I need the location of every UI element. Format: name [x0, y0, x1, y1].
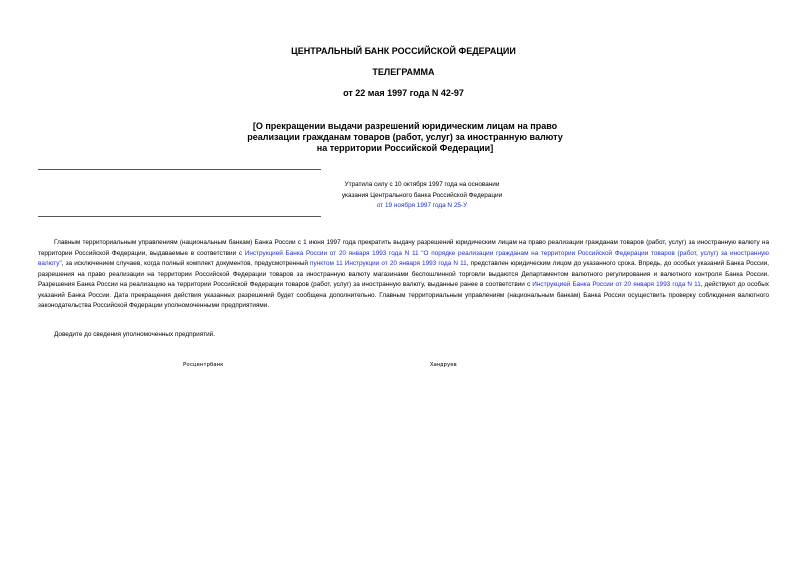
instruction-11-link-2[interactable]: Инструкцией Банка России от 20 января 1993 года N 11	[532, 281, 701, 288]
body-text-segment: , представлен юридическим лицом до указанного срока. Впредь, до особых указаний Банка России, разрешения на право реализации на территории Российской Федерации товаров за иностранную валюту магазинами беспошлинной торговли выдаются Департаментом валютного регулирования и валютного контроля Банка России. Разрешения Банка России на реализацию на территории Российской Федерации товаров (работ, услуг) за иностранную валюту, выданные ранее в соответствии с	[38, 260, 770, 288]
lost-force-note	[250, 180, 594, 212]
organization-heading: ЦЕНТРАЛЬНЫЙ БАНК РОССИЙСКОЙ ФЕДЕРАЦИИ	[291, 46, 516, 56]
lost-force-line: Утратила силу с 10 октября 1997 года на основании	[344, 181, 500, 188]
divider-top	[38, 169, 321, 170]
signature-name: Хандруев	[430, 362, 457, 368]
document-type-heading: ТЕЛЕГРАММА	[372, 67, 435, 77]
lost-force-line: указания Центрального банка Российской Федерации	[341, 191, 503, 199]
body-text-segment: , за исключением случаев, когда полный комплект документов, предусмотренный	[61, 260, 311, 267]
body-paragraph-closing: Доведите до сведения уполномоченных предприятий.	[54, 331, 216, 338]
document-title-line: реализации гражданам товаров (работ, услуг) за иностранную валюту	[247, 132, 563, 142]
body-text-segment: Главным территориальным управлениям (национальным банкам) Банка России с 1 июня 1997 года прекратить выдачу разрешений юридическим лицам на право реализации гражданам товаров (работ, услуг) за иностранную валюту на территории Российской Федерации, выдаваемые в соответствии с	[38, 239, 769, 257]
document-title-line: [О прекращении выдачи разрешений юридическим лицам на право	[252, 121, 558, 131]
instruction-11-link[interactable]: Инструкцией Банка России от 20 января 1993 года N 11 "О порядке реализации гражданам на территории Российской Федерации товаров (работ, услуг) за иностранную валюту"	[38, 249, 769, 267]
instruction-11-item-11-link[interactable]: пунктом 11 Инструкции от 20 января 1993 года N 11	[310, 260, 467, 267]
document-title-line: на территории Российской Федерации]	[316, 143, 494, 153]
divider-bottom	[38, 216, 321, 217]
body-paragraph-main	[38, 238, 769, 312]
body-text-segment: , действуют до особых указаний Банка России. Дата прекращения действия указанных разрешений будет сообщена дополнительно. Главным территориальным управлениям (национальным банкам) Банка России осуществить проверку соблюдения валютного законодательства Российской Федерации уполномоченными предприятиями.	[38, 281, 770, 309]
lost-force-link[interactable]: от 19 ноября 1997 года N 25-У	[376, 202, 468, 209]
document-date-number: от 22 мая 1997 года N 42-97	[343, 88, 464, 98]
signature-organization: Росцентрбанк	[183, 362, 224, 368]
document-title	[200, 121, 610, 154]
